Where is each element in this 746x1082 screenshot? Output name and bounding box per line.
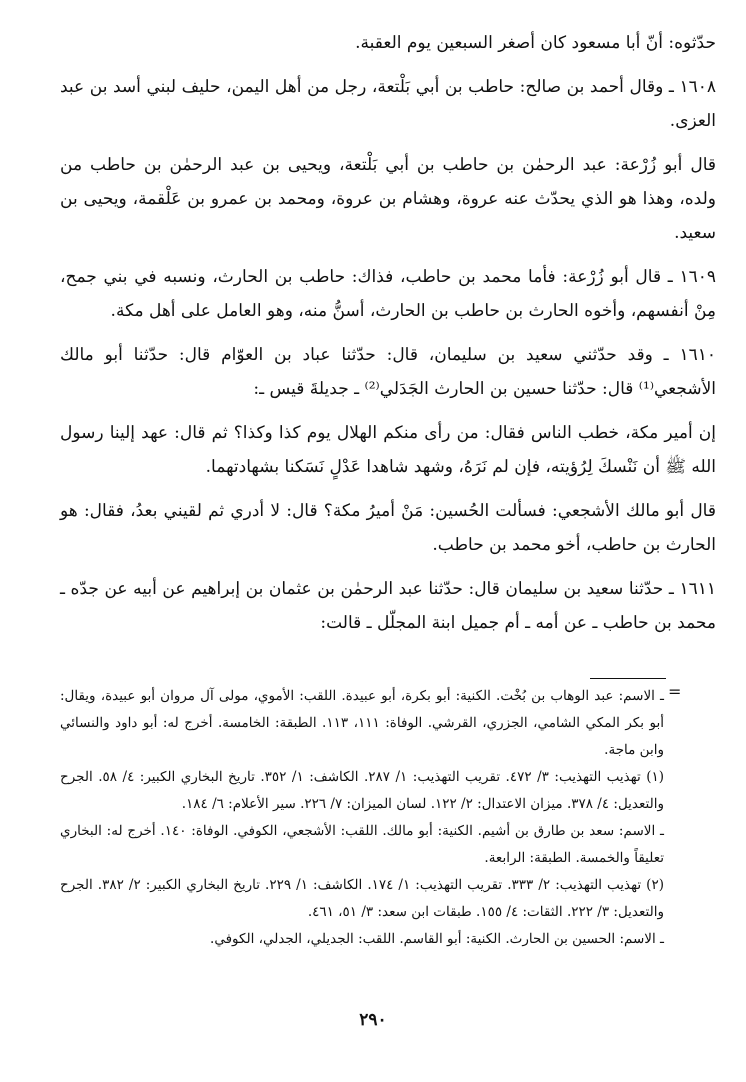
footnote-2-bio: ـ الاسم: الحسين بن الحارث. الكنية: أبو القاسم. اللقب: الجديلي، الجدلي، الكوفي.: [210, 931, 664, 947]
footnote-continuation-mark: =: [668, 682, 682, 701]
page-number: ٢٩٠: [359, 1010, 387, 1030]
footnote-2: (٢) تهذيب التهذيب: ٢/ ٣٣٣. تقريب التهذيب: ١/ ١٧٤. الكاشف: ١/ ٢٢٩. تاريخ البخاري الكبير: ٢/ ٣٨٢. الجرح والتعديل: ٣/ ٢٢٢. الثقات: ٤/ ١٥٥. طبقات ابن سعد: ٣/ ٥١، ٤٦١.: [60, 877, 664, 920]
footnote-1: (١) تهذيب التهذيب: ٣/ ٤٧٢. تقريب التهذيب: ١/ ٢٨٧. الكاشف: ١/ ٣٥٢. تاريخ البخاري الكبير: ٤/ ٥٨. الجرح والتعديل: ٤/ ٣٧٨. ميزان الاعتدال: ٢/ ١٢٢. لسان الميزان: ٧/ ٢٢٦. سير الأعلام: ٦/ ١٨٤.: [60, 769, 665, 812]
footnote-continuation: ـ الاسم: عبد الوهاب بن بُخْت. الكنية: أبو بكرة، أبو عبيدة. اللقب: الأموي، مولى آل مروان أبو عبيدة، ويقال: أبو بكر المكي الشامي، الجزري، القرشي. الوفاة: ١١١، ١١٣. الطبقة: الخامسة. أخرج له: أبو داود والنسائي وابن ماجة.: [60, 688, 664, 758]
paragraph-1611: ١٦١١ ـ حدّثنا سعيد بن سليمان قال: حدّثنا عبد الرحمٰن بن عثمان بن إبراهيم عن أبيه عن جدّه ـ محمد بن حاطب ـ عن أمه ـ أم جميل ابنة المجلّل ـ قالت:: [60, 579, 716, 633]
paragraph-abu-malik: قال أبو مالك الأشجعي: فسألت الحُسين: مَنْ أميرُ مكة؟ قال: لا أدري ثم لقيني بعدُ، فقال: هو الحارث بن حاطب، أخو محمد بن حاطب.: [60, 501, 716, 555]
paragraph-hadith: إن أمير مكة، خطب الناس فقال: من رأى منكم الهلال يوم كذا وكذا؟ ثم قال: عهد إلينا رسول الله ﷺ أن نَنْسكَ لِرُؤيته، فإن لم نَرَهُ، وشهد شاهدا عَدْلٍ نَسَكنا بشهادتهما.: [60, 423, 716, 477]
main-text: [60, 26, 716, 646]
paragraph-1609: ١٦٠٩ ـ قال أبو زُرْعة: فأما محمد بن حاطب، فذاك: حاطب بن الحارث، ونسبه في بني جمح، مِنْ أنفسهم، وأخوه الحارث بن حاطب بن الحارث، أسنُّ منه، وهو العامل على أهل مكة.: [60, 267, 716, 321]
paragraph-1610: ١٦١٠ ـ وقد حدّثني سعيد بن سليمان، قال: حدّثنا عباد بن العوّام قال: حدّثنا أبو مالك الأشجعي⁽¹⁾ قال: حدّثنا حسين بن الحارث الجَدَلي⁽²⁾ ـ جديلةَ قيس ـ:: [60, 345, 716, 399]
paragraph-1608: ١٦٠٨ ـ وقال أحمد بن صالح: حاطب بن أبي بَلْتعة، رجل من أهل اليمن، حليف لبني أسد بن عبد العزى.: [60, 77, 716, 131]
footnote-separator: [590, 678, 666, 679]
paragraph-1: حدّثوه: أنّ أبا مسعود كان أصغر السبعين يوم العقبة.: [355, 33, 716, 53]
paragraph-abu-zura: قال أبو زُرْعة: عبد الرحمٰن بن حاطب بن أبي بَلْتعة، ويحيى بن عبد الرحمٰن بن حاطب من ولده، وهذا هو الذي يحدّث عنه عروة، وهشام بن عروة، ومحمد بن عمرو بن عَلْقمة، ويحيى بن سعيد.: [60, 155, 716, 243]
footnotes: [60, 683, 664, 953]
footnote-1-bio: ـ الاسم: سعد بن طارق بن أشيم. الكنية: أبو مالك. اللقب: الأشجعي، الكوفي. الوفاة: ١٤٠. أخرج له: البخاري تعليقاً والخمسة. الطبقة: الرابعة.: [60, 823, 664, 866]
